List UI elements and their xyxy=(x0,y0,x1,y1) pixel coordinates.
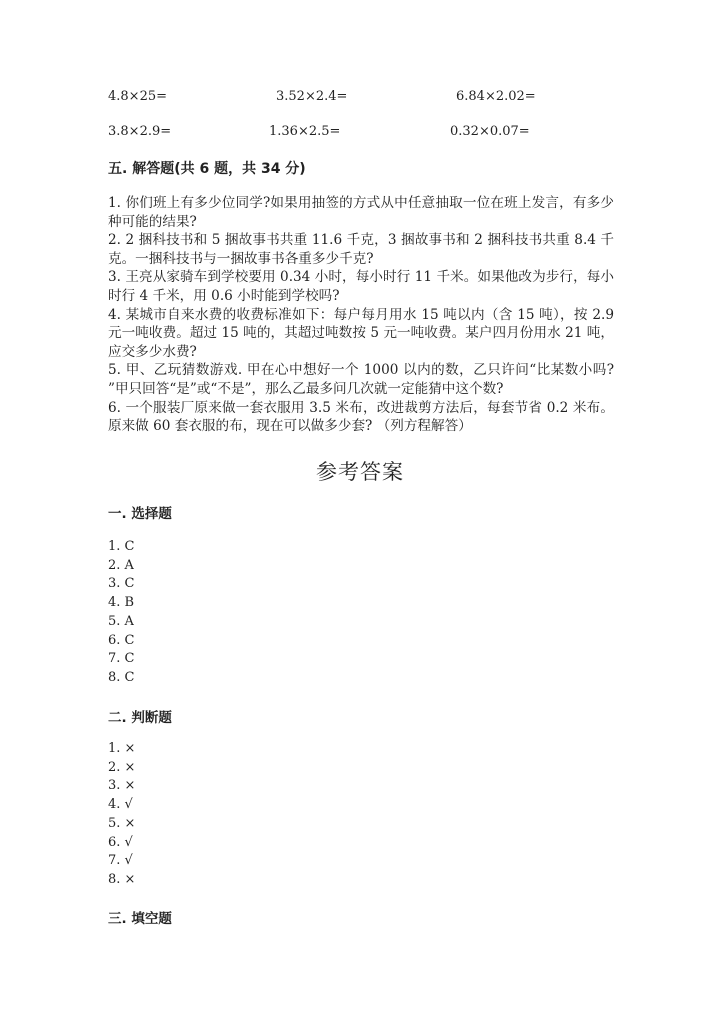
calculation-row-2 xyxy=(108,124,618,144)
question-item: 5. 甲、乙玩猜数游戏. 甲在心中想好一个 1000 以内的数，乙只许问“比某数小吗? ”甲只回答“是”或“不是”，那么乙最多问几次就一定能猜中这个数? xyxy=(108,362,614,397)
answer-item: 1. C xyxy=(108,539,135,554)
section-heading-choice: 一. 选择题 xyxy=(108,506,172,522)
calc-item: 1.36×2.5= xyxy=(269,124,341,139)
calc-item: 4.8×25= xyxy=(108,89,168,104)
question-item: 2. 2 捆科技书和 5 捆故事书共重 11.6 千克，3 捆故事书和 2 捆科技书共重 8.4 千克。一捆科技书与一捆故事书各重多少千克? xyxy=(108,232,614,267)
section-heading-judgment: 二. 判断题 xyxy=(108,710,172,726)
calculation-row-1 xyxy=(108,89,618,109)
calc-item: 0.32×0.07= xyxy=(450,124,530,139)
answer-item: 6. √ xyxy=(108,834,133,850)
answer-item: 2. × xyxy=(108,759,136,775)
question-list xyxy=(108,194,614,436)
choice-answer-list xyxy=(108,538,134,688)
calc-item: 3.52×2.4= xyxy=(276,89,348,104)
answer-item: 6. C xyxy=(108,632,135,648)
question-item: 1. 你们班上有多少位同学?如果用抽签的方式从中任意抽取一位在班上发言，有多少种可能的结果? xyxy=(108,195,614,230)
judgment-answer-list xyxy=(108,740,135,890)
section-heading-fill-blank: 三. 填空题 xyxy=(108,911,172,927)
answer-item: 7. √ xyxy=(108,853,133,869)
answer-item: 3. × xyxy=(108,778,136,794)
section-heading-word-problems: 五. 解答题(共 6 题，共 34 分) xyxy=(108,161,306,177)
answer-item: 7. C xyxy=(108,651,135,667)
calc-item: 6.84×2.02= xyxy=(456,89,536,104)
calc-item: 3.8×2.9= xyxy=(108,124,172,139)
question-item: 4. 某城市自来水费的收费标准如下：每户每月用水 15 吨以内（含 15 吨），按 2.9 元一吨收费。超过 15 吨的，其超过吨数按 5 元一吨收费。某户四月份用水 21 吨，应交多少水费? xyxy=(108,306,614,360)
answer-item: 2. A xyxy=(108,557,134,573)
answer-item: 1. × xyxy=(108,741,136,756)
question-item: 3. 王亮从家骑车到学校要用 0.34 小时，每小时行 11 千米。如果他改为步行，每小时行 4 千米，用 0.6 小时能到学校吗? xyxy=(108,269,614,304)
answer-item: 5. A xyxy=(108,613,134,629)
answer-item: 4. B xyxy=(108,595,135,611)
answer-item: 8. C xyxy=(108,669,135,685)
answer-key-title: 参考答案 xyxy=(316,460,404,484)
answer-item: 3. C xyxy=(108,576,135,592)
answer-item: 4. √ xyxy=(108,797,133,813)
question-item: 6. 一个服装厂原来做一套衣服用 3.5 米布，改进裁剪方法后，每套节省 0.2 米布。原来做 60 套衣服的布，现在可以做多少套? （列方程解答） xyxy=(108,399,614,435)
answer-item: 5. × xyxy=(108,815,136,831)
answer-item: 8. × xyxy=(108,871,136,887)
